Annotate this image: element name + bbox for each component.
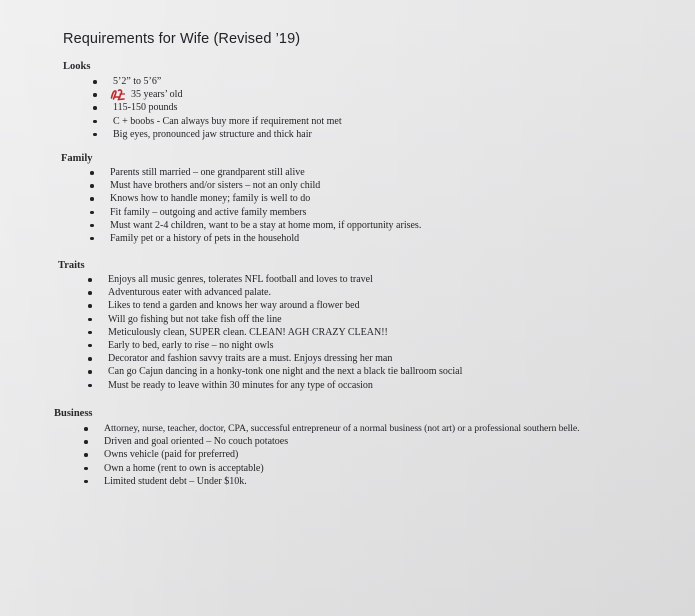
bullet-icon: [88, 291, 92, 295]
bullet-icon: [93, 93, 97, 97]
bullet-icon: [93, 133, 97, 137]
bullet-icon: [88, 304, 92, 308]
list-item: Meticulously clean, SUPER clean. CLEAN! AGH CRAZY CLEAN!!: [108, 326, 462, 339]
section-heading-traits: Traits: [58, 260, 85, 271]
bullet-icon: [90, 197, 94, 201]
business-list: [104, 422, 580, 488]
list-item: Must want 2-4 children, want to be a stay at home mom, if opportunity arises.: [110, 219, 421, 232]
section-heading-family: Family: [61, 153, 93, 164]
list-item: Must be ready to leave within 30 minutes for any type of occasion: [108, 379, 462, 392]
bullet-icon: [90, 237, 94, 241]
list-item: Own a home (rent to own is acceptable): [104, 462, 580, 475]
list-item: Fit family – outgoing and active family members: [110, 206, 421, 219]
bullet-icon: [90, 211, 94, 215]
bullet-icon: [88, 384, 92, 388]
bullet-icon: [88, 370, 92, 374]
looks-list: [113, 75, 342, 141]
bullet-icon: [84, 480, 88, 484]
list-item: Parents still married – one grandparent still alive: [110, 166, 421, 179]
bullet-icon: [84, 427, 88, 431]
bullet-icon: [88, 278, 92, 282]
list-item: Driven and goal oriented – No couch potatoes: [104, 435, 580, 448]
bullet-icon: [93, 120, 97, 124]
bullet-icon: [84, 467, 88, 471]
bullet-icon: [84, 440, 88, 444]
list-item: Early to bed, early to rise – no night owls: [108, 339, 462, 352]
traits-list: [108, 273, 462, 392]
section-heading-looks: Looks: [63, 61, 91, 72]
list-item: Must have brothers and/or sisters – not an only child: [110, 179, 421, 192]
list-item: Attorney, nurse, teacher, doctor, CPA, successful entrepreneur of a normal business (not art) or a professional southern belle.: [104, 422, 580, 435]
list-item: Decorator and fashion savvy traits are a must. Enjoys dressing her man: [108, 352, 462, 365]
bullet-icon: [88, 344, 92, 348]
section-heading-business: Business: [54, 408, 93, 419]
list-item: Family pet or a history of pets in the household: [110, 232, 421, 245]
list-item: 115-150 pounds: [113, 101, 342, 114]
list-item: Limited student debt – Under $10k.: [104, 475, 580, 488]
list-item: Owns vehicle (paid for preferred): [104, 448, 580, 461]
list-item: Enjoys all music genres, tolerates NFL football and loves to travel: [108, 273, 462, 286]
bullet-icon: [93, 80, 97, 84]
bullet-icon: [90, 184, 94, 188]
list-item: Big eyes, pronounced jaw structure and thick hair: [113, 128, 342, 141]
bullet-icon: [84, 453, 88, 457]
list-item: Knows how to handle money; family is well to do: [110, 192, 421, 205]
list-item: Will go fishing but not take fish off the line: [108, 313, 462, 326]
list-item: C + boobs - Can always buy more if requirement not met: [113, 115, 342, 128]
bullet-icon: [90, 224, 94, 228]
bullet-icon: [93, 106, 97, 110]
list-item: 5’2” to 5’6”: [113, 75, 342, 88]
bullet-icon: [88, 357, 92, 361]
list-item: Adventurous eater with advanced palate.: [108, 286, 462, 299]
bullet-icon: [88, 331, 92, 335]
bullet-icon: [88, 318, 92, 322]
page-title: Requirements for Wife (Revised ’19): [63, 31, 301, 47]
list-item: Can go Cajun dancing in a honky-tonk one night and the next a black tie ballroom social: [108, 365, 462, 378]
bullet-icon: [90, 171, 94, 175]
list-item: 35 years’ old: [113, 88, 342, 101]
list-item: Likes to tend a garden and knows her way around a flower bed: [108, 299, 462, 312]
family-list: [110, 166, 421, 245]
